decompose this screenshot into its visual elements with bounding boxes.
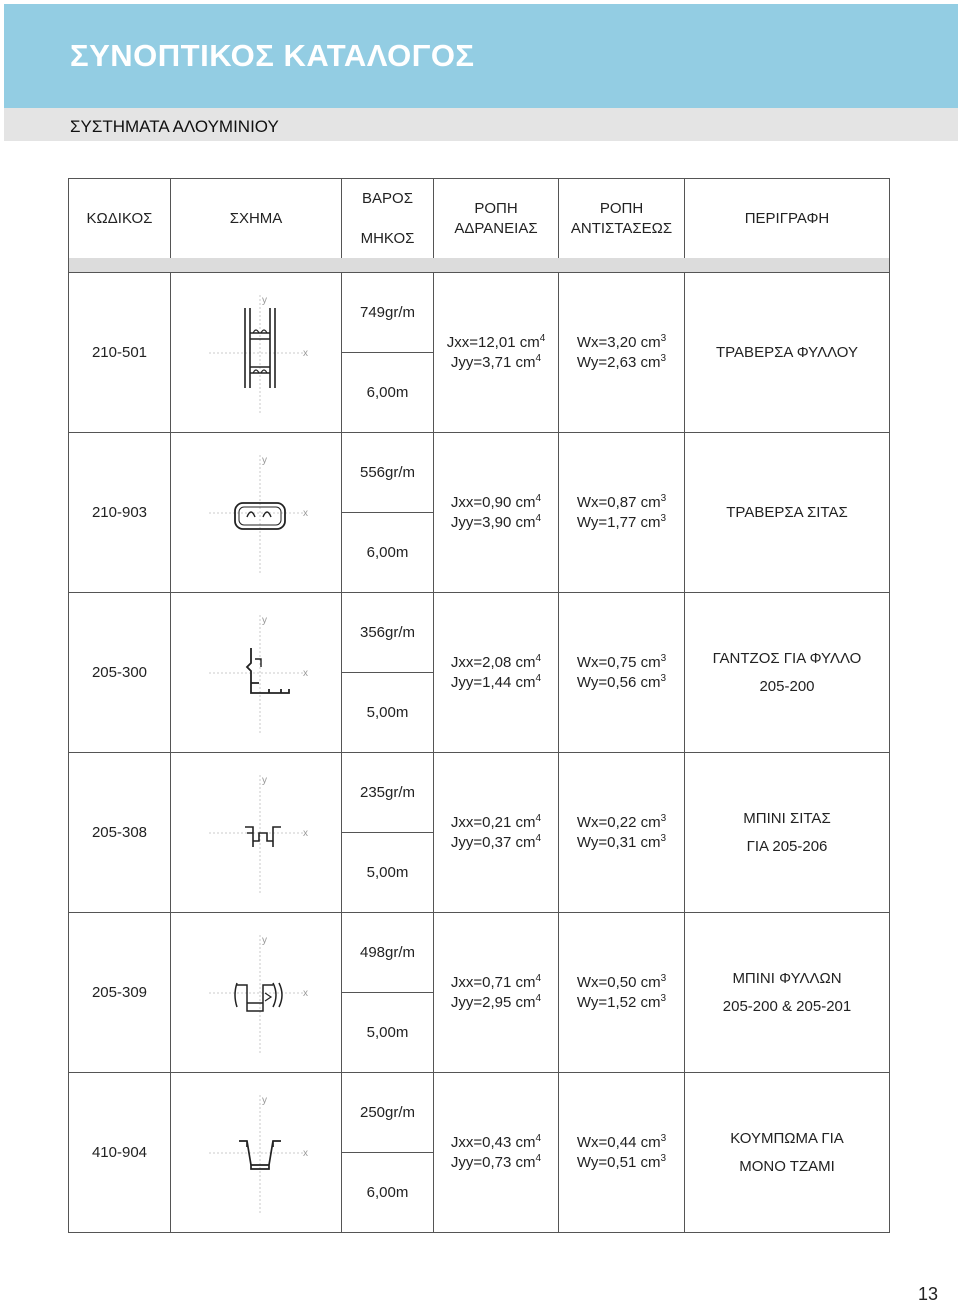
row-weight-length-cell bbox=[341, 592, 434, 753]
row-description-cell bbox=[684, 592, 890, 753]
description-line1: ΚΟΥΜΠΩΜΑ ΓΙΑ bbox=[730, 1129, 844, 1147]
wx-value: Wx=0,50 $cm^3$ bbox=[576, 972, 667, 991]
y-axis-label: y bbox=[262, 775, 267, 786]
row-description-cell bbox=[684, 432, 890, 593]
header-weight-label: ΒΑΡΟΣ bbox=[362, 190, 413, 207]
row-inertia-cell bbox=[433, 592, 559, 753]
catalog-subtitle: ΣΥΣΤΗΜΑΤΑ ΑΛΟΥΜΙΝΙΟΥ bbox=[70, 117, 279, 136]
product-code: 205-308 bbox=[91, 823, 148, 841]
description-line1: ΤΡΑΒΕΡΣΑ ΦΥΛΛΟΥ bbox=[716, 343, 858, 361]
description-line1: ΜΠΙΝΙ ΦΥΛΛΩΝ bbox=[732, 969, 842, 987]
x-axis-label: x bbox=[303, 828, 308, 839]
description-line2: 205-200 & 205-201 bbox=[722, 997, 852, 1015]
header-code bbox=[68, 178, 171, 259]
jxx-value: Jxx=2,08 $cm^4$ bbox=[450, 652, 542, 671]
x-axis-label: x bbox=[303, 988, 308, 999]
row-description-cell bbox=[684, 912, 890, 1073]
description-line2: ΜΟΝΟ ΤΖΑΜΙ bbox=[739, 1157, 835, 1175]
profile-210-501-icon bbox=[189, 273, 325, 433]
row-shape-cell bbox=[170, 432, 342, 593]
y-axis-label: y bbox=[262, 455, 267, 466]
row-code-cell bbox=[68, 912, 171, 1073]
x-axis-label: x bbox=[303, 668, 308, 679]
catalog-table bbox=[68, 178, 890, 1232]
wx-value: Wx=0,75 $cm^3$ bbox=[576, 652, 667, 671]
wy-value: Wy=2,63 $cm^3$ bbox=[576, 352, 667, 371]
y-axis-label: y bbox=[262, 935, 267, 946]
row-description-cell bbox=[684, 1072, 890, 1233]
product-code: 210-501 bbox=[91, 343, 148, 361]
wx-value: Wx=0,87 $cm^3$ bbox=[576, 492, 667, 511]
wy-value: Wy=0,31 $cm^3$ bbox=[576, 832, 667, 851]
row-resistance-cell bbox=[558, 1072, 685, 1233]
row-weight-length-cell bbox=[341, 432, 434, 593]
header-inertia bbox=[433, 178, 559, 259]
row-resistance-cell bbox=[558, 592, 685, 753]
jxx-value: Jxx=0,90 $cm^4$ bbox=[450, 492, 542, 511]
header-resistance-line1: ΡΟΠΗ bbox=[599, 199, 644, 217]
profile-205-300-icon bbox=[189, 593, 325, 753]
jxx-value: Jxx=12,01 $cm^4$ bbox=[446, 332, 546, 351]
row-resistance-cell bbox=[558, 752, 685, 913]
length-value: 5,00m bbox=[366, 704, 409, 721]
header-shape-label: ΣΧΗΜΑ bbox=[229, 209, 283, 227]
row-code-cell bbox=[68, 752, 171, 913]
header-description-label: ΠΕΡΙΓΡΑΦΗ bbox=[744, 209, 830, 227]
weight-value: 498gr/m bbox=[359, 943, 416, 961]
jxx-value: Jxx=0,71 $cm^4$ bbox=[450, 972, 542, 991]
header-resistance-line2: ΑΝΤΙΣΤΑΣΕΩΣ bbox=[570, 219, 673, 237]
row-inertia-cell bbox=[433, 432, 559, 593]
profile-205-308-icon bbox=[189, 753, 325, 913]
row-resistance-cell bbox=[558, 432, 685, 593]
jyy-value: Jyy=0,37 $cm^4$ bbox=[450, 832, 542, 851]
jyy-value: Jyy=2,95 $cm^4$ bbox=[450, 992, 542, 1011]
jyy-value: Jyy=3,90 $cm^4$ bbox=[450, 512, 542, 531]
weight-value: 556gr/m bbox=[359, 463, 416, 481]
header-code-label: ΚΩΔΙΚΟΣ bbox=[86, 209, 153, 227]
weight-value: 250gr/m bbox=[359, 1103, 416, 1121]
row-code-cell bbox=[68, 1072, 171, 1233]
wy-value: Wy=0,51 $cm^3$ bbox=[576, 1152, 667, 1171]
row-code-cell bbox=[68, 432, 171, 593]
length-value: 6,00m bbox=[366, 384, 409, 401]
product-code: 205-309 bbox=[91, 983, 148, 1001]
wx-value: Wx=3,20 $cm^3$ bbox=[576, 332, 667, 351]
row-inertia-cell bbox=[433, 272, 559, 433]
length-value: 5,00m bbox=[366, 1024, 409, 1041]
row-weight-length-cell bbox=[341, 1072, 434, 1233]
header-resistance bbox=[558, 178, 685, 259]
row-inertia-cell bbox=[433, 912, 559, 1073]
row-inertia-cell bbox=[433, 752, 559, 913]
header-inertia-line1: ΡΟΠΗ bbox=[474, 199, 518, 217]
page-number: 13 bbox=[918, 1284, 939, 1304]
product-code: 410-904 bbox=[91, 1143, 148, 1161]
y-axis-label: y bbox=[262, 295, 267, 306]
jyy-value: Jyy=3,71 $cm^4$ bbox=[450, 352, 542, 371]
profile-205-309-icon bbox=[189, 913, 325, 1073]
row-inertia-cell bbox=[433, 1072, 559, 1233]
weight-value: 356gr/m bbox=[359, 623, 416, 641]
y-axis-label: y bbox=[262, 615, 267, 626]
row-code-cell bbox=[68, 592, 171, 753]
weight-value: 235gr/m bbox=[359, 783, 416, 801]
x-axis-label: x bbox=[303, 1148, 308, 1159]
profile-410-904-icon bbox=[189, 1073, 325, 1233]
row-weight-length-cell bbox=[341, 912, 434, 1073]
x-axis-label: x bbox=[303, 508, 308, 519]
length-value: 6,00m bbox=[366, 544, 409, 561]
row-description-cell bbox=[684, 272, 890, 433]
jxx-value: Jxx=0,21 $cm^4$ bbox=[450, 812, 542, 831]
header-weight-length bbox=[341, 178, 434, 259]
row-weight-length-cell bbox=[341, 752, 434, 913]
y-axis-label: y bbox=[262, 1095, 267, 1106]
header-inertia-line2: ΑΔΡΑΝΕΙΑΣ bbox=[454, 219, 538, 237]
wy-value: Wy=0,56 $cm^3$ bbox=[576, 672, 667, 691]
wx-value: Wx=0,44 $cm^3$ bbox=[576, 1132, 667, 1151]
description-line1: ΤΡΑΒΕΡΣΑ ΣΙΤΑΣ bbox=[726, 503, 848, 521]
product-code: 205-300 bbox=[91, 663, 148, 681]
row-resistance-cell bbox=[558, 912, 685, 1073]
row-shape-cell bbox=[170, 912, 342, 1073]
wy-value: Wy=1,52 $cm^3$ bbox=[576, 992, 667, 1011]
row-shape-cell bbox=[170, 592, 342, 753]
wx-value: Wx=0,22 $cm^3$ bbox=[576, 812, 667, 831]
row-shape-cell bbox=[170, 752, 342, 913]
header-length-label: ΜΗΚΟΣ bbox=[360, 230, 415, 247]
row-description-cell bbox=[684, 752, 890, 913]
subheader-bar bbox=[4, 108, 958, 141]
length-value: 5,00m bbox=[366, 864, 409, 881]
description-line2: 205-200 bbox=[759, 677, 815, 695]
x-axis-label: x bbox=[303, 348, 308, 359]
description-line1: ΜΠΙΝΙ ΣΙΤΑΣ bbox=[743, 809, 831, 827]
profile-210-903-icon bbox=[189, 433, 325, 593]
row-weight-length-cell bbox=[341, 272, 434, 433]
header-banner bbox=[4, 4, 958, 108]
row-code-cell bbox=[68, 272, 171, 433]
catalog-title: ΣΥΝΟΠΤΙΚΟΣ ΚΑΤΑΛΟΓΟΣ bbox=[70, 38, 475, 73]
header-shape bbox=[170, 178, 342, 259]
description-line2: ΓΙΑ 205-206 bbox=[746, 837, 828, 855]
wy-value: Wy=1,77 $cm^3$ bbox=[576, 512, 667, 531]
header-description bbox=[684, 178, 890, 259]
row-shape-cell bbox=[170, 272, 342, 433]
header-divider-bar bbox=[68, 258, 890, 272]
description-line1: ΓΑΝΤΖΟΣ ΓΙΑ ΦΥΛΛΟ bbox=[712, 649, 862, 667]
row-resistance-cell bbox=[558, 272, 685, 433]
row-shape-cell bbox=[170, 1072, 342, 1233]
length-value: 6,00m bbox=[366, 1184, 409, 1201]
weight-value: 749gr/m bbox=[359, 303, 416, 321]
jxx-value: Jxx=0,43 $cm^4$ bbox=[450, 1132, 542, 1151]
jyy-value: Jyy=0,73 $cm^4$ bbox=[450, 1152, 542, 1171]
product-code: 210-903 bbox=[91, 503, 148, 521]
jyy-value: Jyy=1,44 $cm^4$ bbox=[450, 672, 542, 691]
